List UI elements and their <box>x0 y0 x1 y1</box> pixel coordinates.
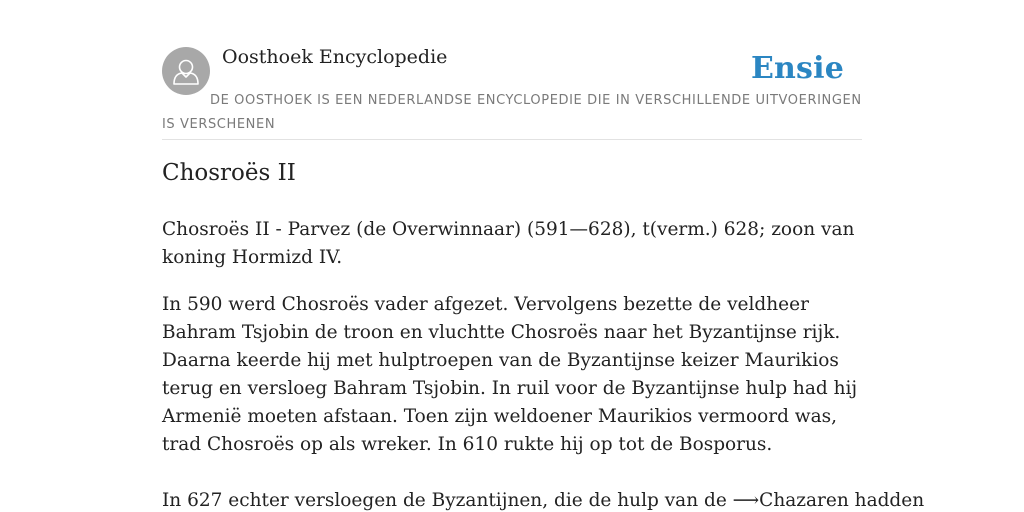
article-title: Chosroës II <box>162 160 296 186</box>
page-container <box>162 0 925 511</box>
article-paragraph: Chosroës II - Parvez (de Overwinnaar) (591—628), t(verm.) 628; zoon van koning Hormizd IV. <box>162 219 855 268</box>
article-paragraph: In 627 echter versloegen de Byzantijnen, die de hulp van de ⟶Chazaren hadden <box>162 490 925 511</box>
site-header <box>162 0 862 140</box>
ensie-logo[interactable]: Ensie <box>750 51 844 86</box>
user-icon[interactable] <box>162 47 210 95</box>
site-title-link[interactable]: Oosthoek Encyclopedie <box>222 46 448 68</box>
article-paragraph: In 590 werd Chosroës vader afgezet. Vervolgens bezette de veldheer Bahram Tsjobin de troon en vluchtte Chosroës naar het Byzantijnse rijk. Daarna keerde hij met hulptroepen van de Byzantijnse keizer Maurikios terug en versloeg Bahram Tsjobin. In ruil voor de Byzantijnse hulp had hij Armenië moeten afstaan. Toen zijn weldoener Maurikios vermoord was, trad Chosroës op als wreker. In 610 rukte hij op tot de Bosporus. <box>162 294 858 455</box>
site-tagline: DE OOSTHOEK IS EEN NEDERLANDSE ENCYCLOPEDIE DIE IN VERSCHILLENDE UITVOERINGEN IS VERSCHENEN <box>162 93 862 132</box>
